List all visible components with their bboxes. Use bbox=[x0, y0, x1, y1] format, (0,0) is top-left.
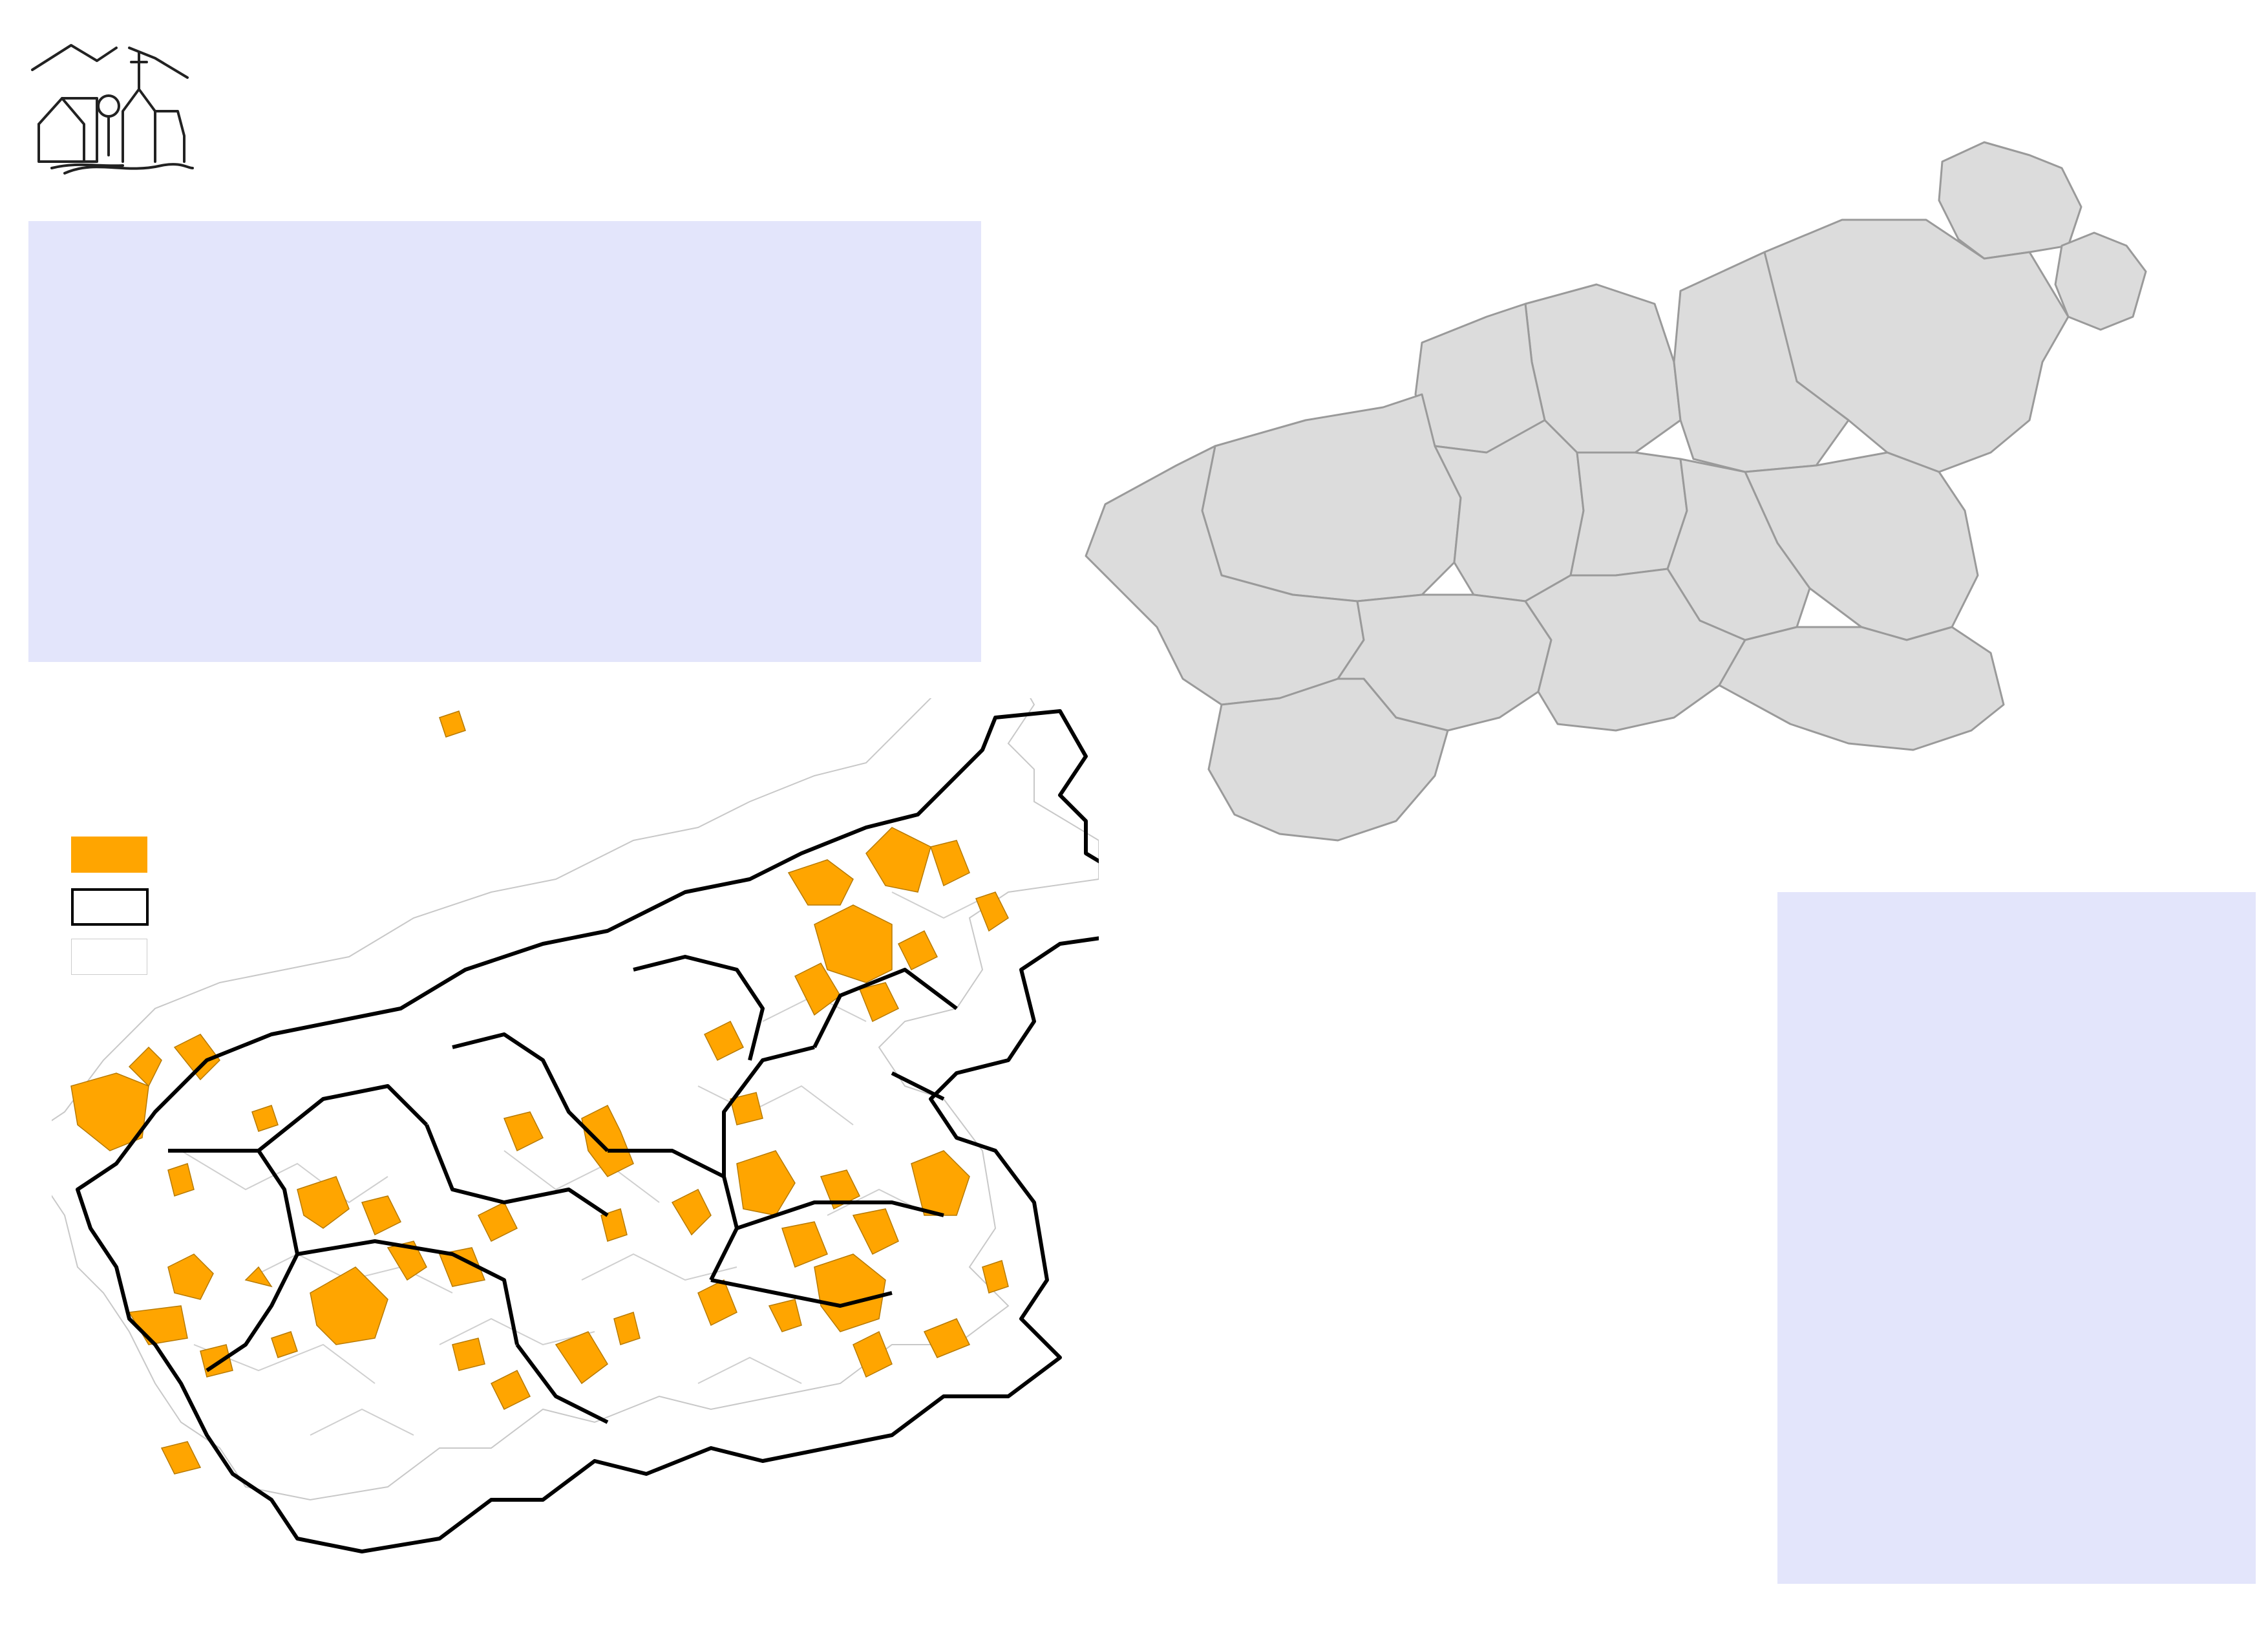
pie-chart bbox=[1034, 996, 1777, 1642]
region-shape-rumburk bbox=[1939, 142, 2081, 259]
intro-box bbox=[28, 221, 981, 662]
size-legend bbox=[1997, 336, 2191, 886]
region-shape-varnsdorf bbox=[2055, 233, 2146, 330]
summary-box bbox=[1777, 892, 2256, 1584]
region-shape-chomutov bbox=[1202, 394, 1461, 601]
territory-map bbox=[52, 698, 1099, 1571]
region-shape-bilina bbox=[1571, 453, 1687, 575]
orp-regions bbox=[1086, 142, 2146, 840]
village-logo-icon bbox=[26, 39, 194, 175]
region-shape-roudnice bbox=[1719, 627, 2004, 750]
logo bbox=[26, 39, 362, 175]
